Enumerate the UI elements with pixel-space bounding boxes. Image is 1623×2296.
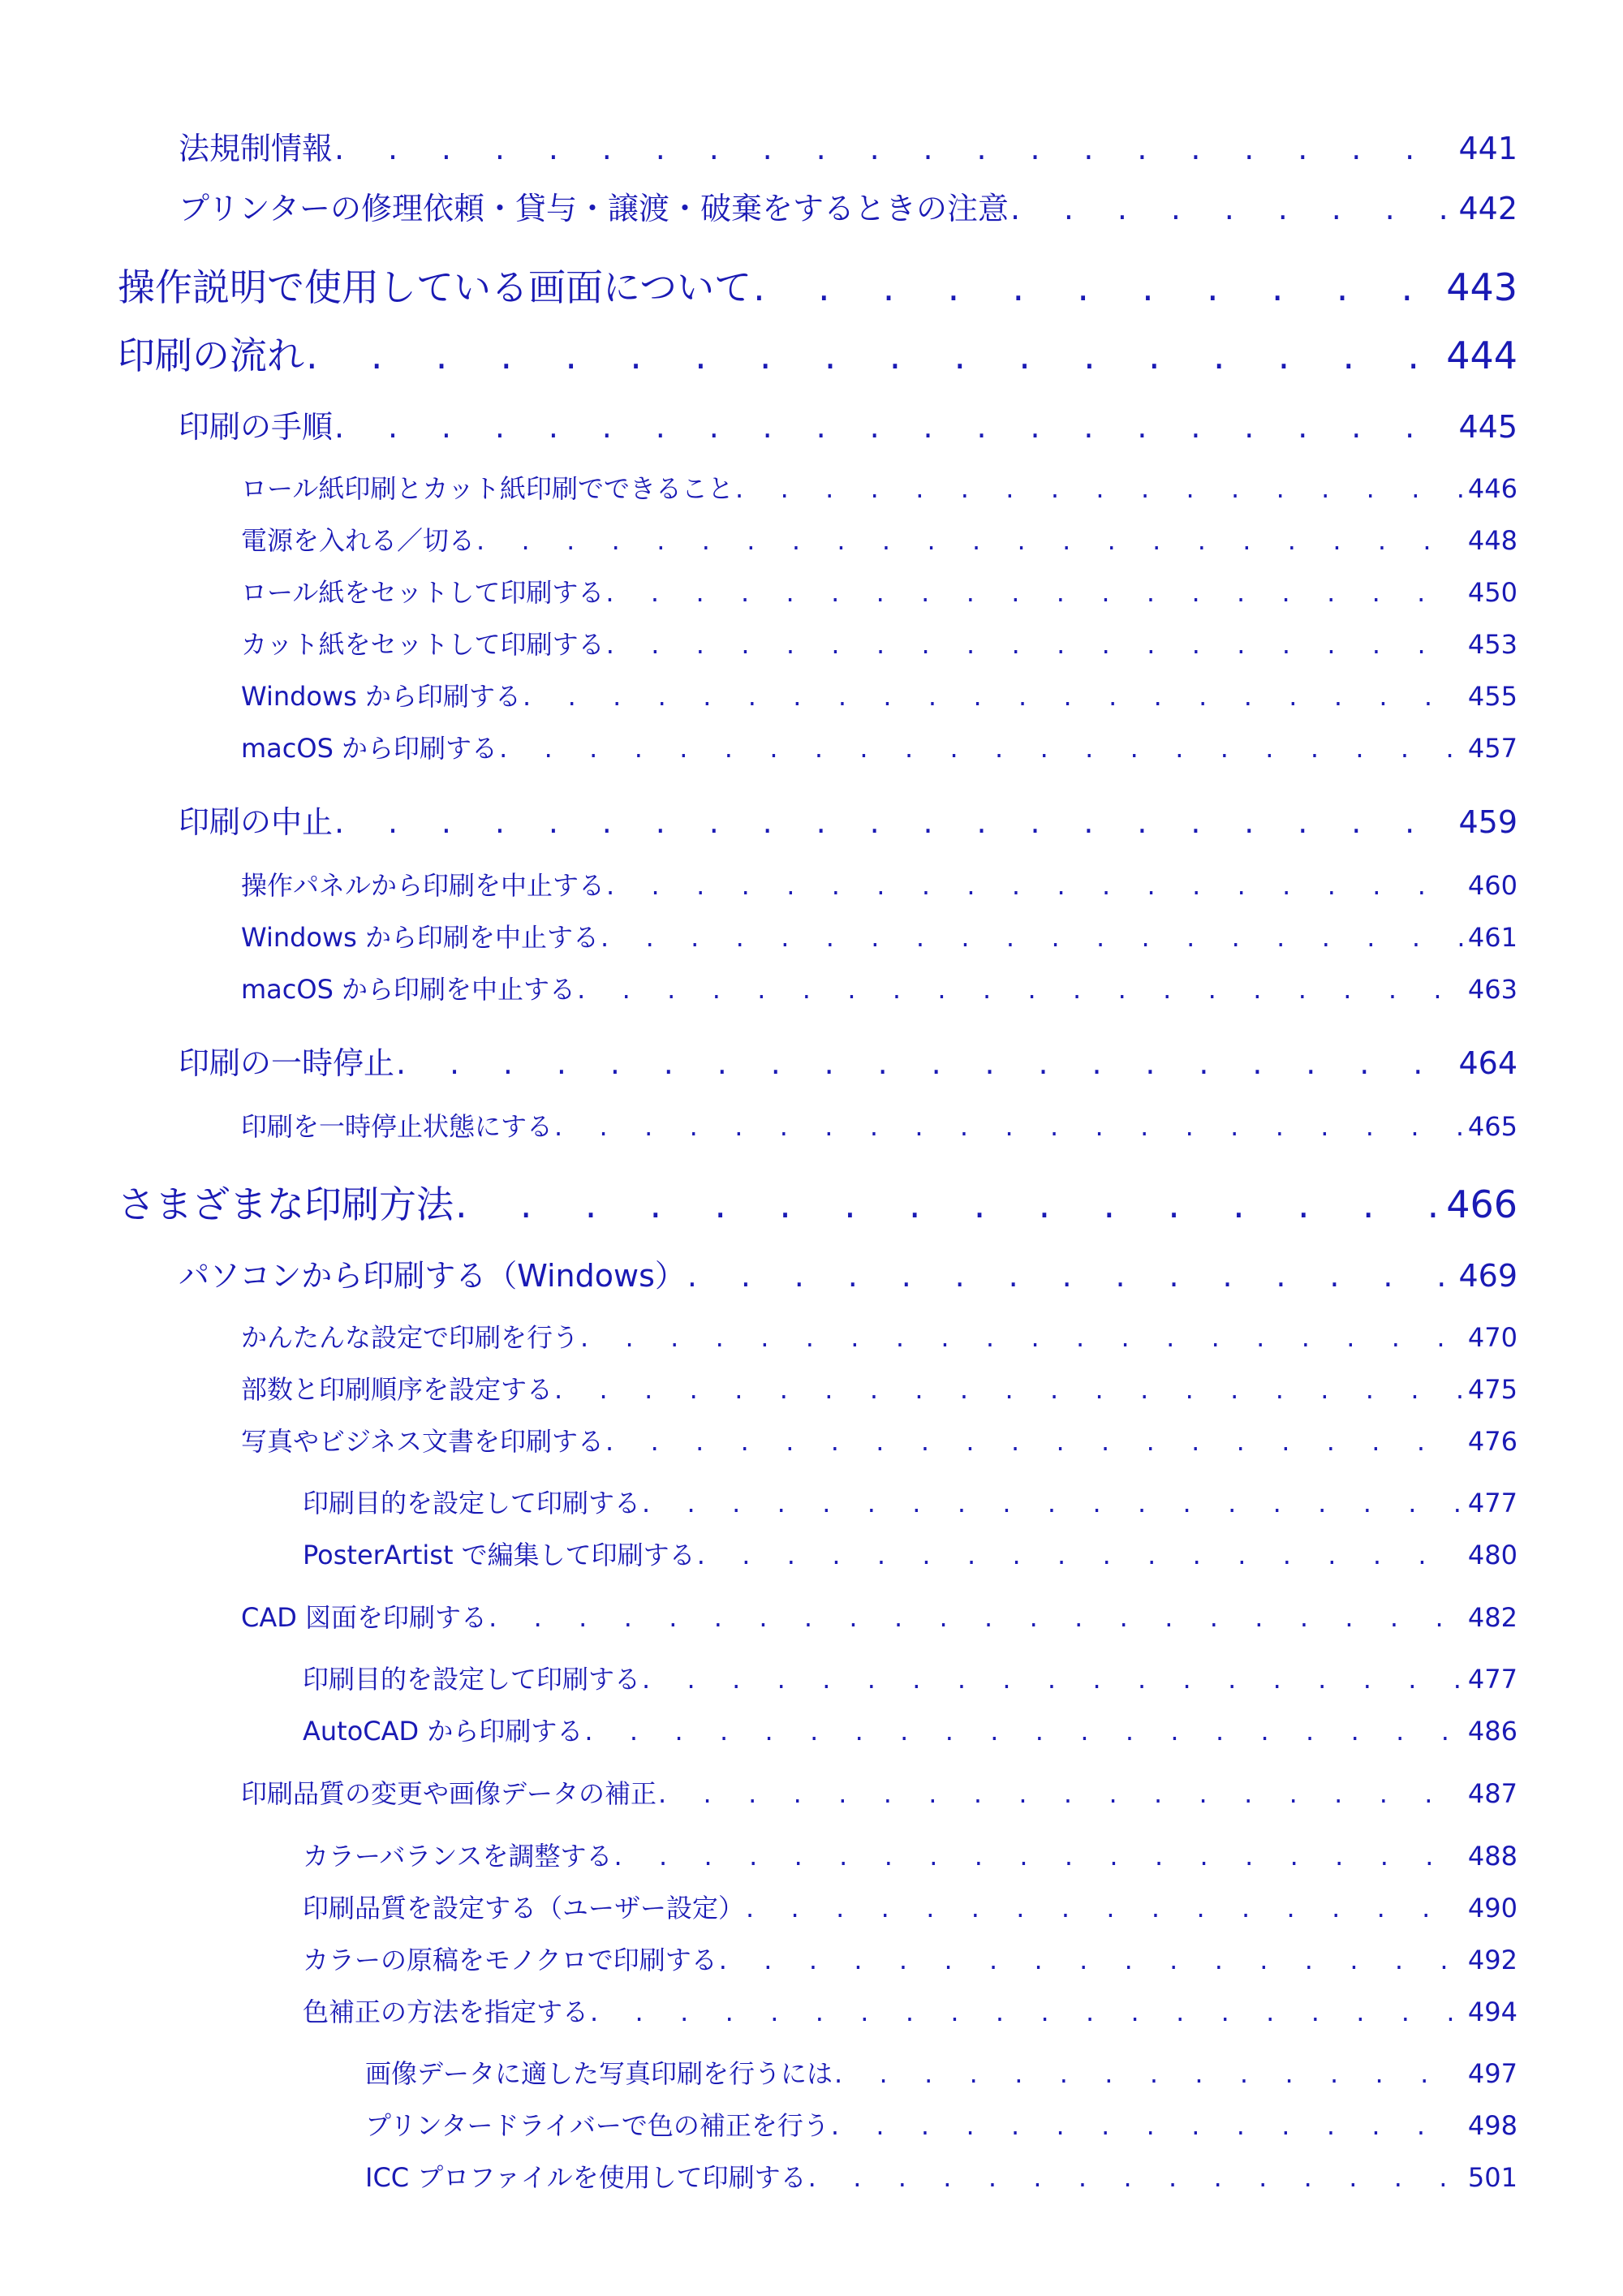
- toc-entry-page-number: 442: [1458, 191, 1518, 226]
- toc-entry-title: 印刷の手順: [179, 409, 334, 445]
- dot-leader: [753, 265, 1441, 309]
- toc-entry-title: 写真やビジネス文書を印刷する: [241, 1426, 605, 1457]
- toc-entry-page-number: 497: [1467, 2058, 1518, 2089]
- toc-entry[interactable]: [241, 468, 1518, 502]
- toc-entry-title: 印刷目的を設定して印刷する: [303, 1488, 641, 1518]
- toc-entry-title: ロール紙をセットして印刷する: [241, 577, 605, 608]
- dot-leader: [476, 525, 1463, 556]
- dot-leader: [455, 1182, 1441, 1226]
- toc-entry-title: さまざまな印刷方法: [118, 1182, 454, 1226]
- dot-leader: [334, 409, 1453, 445]
- dot-leader: [606, 870, 1463, 901]
- toc-entry[interactable]: [303, 1888, 1518, 1922]
- toc-entry[interactable]: [365, 2105, 1518, 2139]
- toc-entry-title: ロール紙印刷とカット紙印刷でできること: [241, 473, 734, 504]
- toc-entry-page-number: 463: [1467, 974, 1518, 1005]
- toc-entry[interactable]: [365, 2157, 1518, 2191]
- toc-entry[interactable]: [241, 1317, 1518, 1351]
- toc-entry[interactable]: [241, 728, 1518, 762]
- dot-leader: [719, 1945, 1463, 1975]
- dot-leader: [834, 2058, 1463, 2089]
- toc-entry-title: プリンタードライバーで色の補正を行う: [365, 2110, 829, 2141]
- dot-leader: [808, 2162, 1463, 2193]
- toc-entry[interactable]: [118, 1175, 1518, 1226]
- toc-entry[interactable]: [303, 1483, 1518, 1517]
- toc-entry[interactable]: [303, 1992, 1518, 2026]
- dot-leader: [306, 334, 1441, 377]
- toc-entry-page-number: 498: [1467, 2110, 1518, 2141]
- toc-entry[interactable]: [303, 1836, 1518, 1870]
- dot-leader: [396, 1045, 1453, 1081]
- dot-leader: [554, 1374, 1463, 1405]
- toc-entry-page-number: 444: [1446, 334, 1518, 377]
- toc-entry-page-number: 464: [1458, 1045, 1518, 1081]
- toc-entry[interactable]: [241, 572, 1518, 606]
- dot-leader: [1010, 191, 1454, 226]
- dot-leader: [590, 1997, 1463, 2027]
- toc-entry-page-number: 494: [1467, 1997, 1518, 2027]
- toc-entry[interactable]: [241, 917, 1518, 951]
- toc-entry-title: Windows から印刷する: [241, 681, 522, 712]
- toc-entry-title: 法規制情報: [179, 131, 334, 166]
- toc-entry[interactable]: [241, 1106, 1518, 1140]
- toc-entry-title: 印刷品質の変更や画像データの補正: [241, 1778, 657, 1809]
- toc-entry-title: 印刷の中止: [179, 804, 334, 840]
- dot-leader: [580, 1322, 1463, 1353]
- dot-leader: [613, 1841, 1462, 1872]
- dot-leader: [642, 1488, 1463, 1518]
- toc-entry[interactable]: [241, 624, 1518, 658]
- toc-entry[interactable]: [241, 1773, 1518, 1807]
- toc-entry-title: 色補正の方法を指定する: [303, 1997, 589, 2027]
- toc-entry[interactable]: [179, 1251, 1518, 1294]
- toc-entry[interactable]: [303, 1535, 1518, 1569]
- toc-entry-page-number: 448: [1467, 525, 1518, 556]
- toc-entry[interactable]: [179, 183, 1518, 226]
- toc-entry-page-number: 501: [1467, 2162, 1518, 2193]
- toc-entry[interactable]: [241, 865, 1518, 899]
- toc-entry-page-number: 480: [1467, 1540, 1518, 1570]
- toc-entry-title: 印刷を一時停止状態にする: [241, 1111, 553, 1142]
- dot-leader: [577, 974, 1463, 1005]
- toc-entry-title: 印刷品質を設定する（ユーザー設定）: [303, 1893, 745, 1923]
- dot-leader: [642, 1664, 1463, 1695]
- toc-entry-page-number: 477: [1467, 1664, 1518, 1695]
- toc-entry-title: 印刷目的を設定して印刷する: [303, 1664, 641, 1695]
- toc-entry-page-number: 477: [1467, 1488, 1518, 1518]
- toc-entry-page-number: 469: [1458, 1258, 1518, 1294]
- toc-entry-page-number: 466: [1446, 1182, 1518, 1226]
- toc-entry-title: パソコンから印刷する（Windows）: [179, 1258, 686, 1294]
- dot-leader: [697, 1540, 1463, 1570]
- dot-leader: [334, 131, 1453, 166]
- toc-entry-title: カラーの原稿をモノクロで印刷する: [303, 1945, 717, 1975]
- toc-entry-page-number: 490: [1467, 1893, 1518, 1923]
- toc-entry-title: かんたんな設定で印刷を行う: [241, 1322, 579, 1353]
- toc-entry[interactable]: [365, 2053, 1518, 2087]
- toc-entry-title: 操作パネルから印刷を中止する: [241, 870, 605, 901]
- toc-entry-title: カット紙をセットして印刷する: [241, 629, 605, 660]
- toc-entry[interactable]: [241, 1421, 1518, 1455]
- dot-leader: [831, 2110, 1463, 2141]
- dot-leader: [523, 681, 1463, 712]
- toc-entry-title: 操作説明で使用している画面について: [118, 265, 752, 309]
- toc-entry-title: 印刷の流れ: [118, 334, 304, 377]
- toc-entry-title: macOS から印刷する: [241, 733, 498, 764]
- toc-entry[interactable]: [179, 797, 1518, 840]
- toc-entry-page-number: 460: [1467, 870, 1518, 901]
- toc-entry[interactable]: [241, 1597, 1518, 1631]
- dot-leader: [334, 804, 1453, 840]
- toc-entry-page-number: 476: [1467, 1426, 1518, 1457]
- toc-entry-page-number: 482: [1467, 1602, 1518, 1633]
- toc-entry-page-number: 492: [1467, 1945, 1518, 1975]
- toc-entry-title: 印刷の一時停止: [179, 1045, 395, 1081]
- toc-entry-title: カラーバランスを調整する: [303, 1841, 613, 1872]
- toc-entry-page-number: 486: [1467, 1716, 1518, 1747]
- dot-leader: [605, 1426, 1463, 1457]
- toc-entry-title: 画像データに適した写真印刷を行うには: [365, 2058, 833, 2089]
- toc-entry-title: AutoCAD から印刷する: [303, 1716, 583, 1747]
- toc-entry-page-number: 453: [1467, 629, 1518, 660]
- toc-entry-title: ICC プロファイルを使用して印刷する: [365, 2162, 807, 2193]
- toc-entry-page-number: 445: [1458, 409, 1518, 445]
- toc-entry-title: Windows から印刷を中止する: [241, 922, 600, 953]
- toc-entry-page-number: 455: [1467, 681, 1518, 712]
- toc-entry-title: CAD 図面を印刷する: [241, 1602, 488, 1633]
- toc-entry[interactable]: [241, 969, 1518, 1003]
- toc-entry[interactable]: [179, 123, 1518, 166]
- toc-entry-title: macOS から印刷を中止する: [241, 974, 576, 1005]
- toc-entry-page-number: 461: [1467, 922, 1518, 953]
- dot-leader: [489, 1602, 1463, 1633]
- dot-leader: [584, 1716, 1463, 1747]
- toc-entry-page-number: 457: [1467, 733, 1518, 764]
- dot-leader: [605, 577, 1463, 608]
- dot-leader: [601, 922, 1463, 953]
- toc-entry[interactable]: [241, 520, 1518, 554]
- toc-entry-title: PosterArtist で編集して印刷する: [303, 1540, 695, 1570]
- toc-entry[interactable]: [303, 1711, 1518, 1745]
- dot-leader: [499, 733, 1463, 764]
- toc-entry[interactable]: [179, 402, 1518, 445]
- toc-entry[interactable]: [303, 1940, 1518, 1974]
- toc-entry-page-number: 443: [1446, 265, 1518, 309]
- toc-entry[interactable]: [241, 676, 1518, 710]
- dot-leader: [658, 1778, 1463, 1809]
- toc-entry[interactable]: [118, 326, 1518, 377]
- toc-entry[interactable]: [118, 258, 1518, 309]
- toc-entry-title: 部数と印刷順序を設定する: [241, 1374, 553, 1405]
- toc-entry-title: 電源を入れる／切る: [241, 525, 476, 556]
- dot-leader: [746, 1893, 1463, 1923]
- toc-entry-title: プリンターの修理依頼・貸与・譲渡・破棄をするときの注意: [179, 191, 1009, 226]
- dot-leader: [554, 1111, 1463, 1142]
- dot-leader: [735, 473, 1463, 504]
- toc-entry-page-number: 441: [1458, 131, 1518, 166]
- toc-entry[interactable]: [241, 1369, 1518, 1403]
- dot-leader: [687, 1258, 1454, 1294]
- toc-entry-page-number: 465: [1467, 1111, 1518, 1142]
- toc-entry-page-number: 459: [1458, 804, 1518, 840]
- toc-entry[interactable]: [303, 1659, 1518, 1693]
- toc-entry-page-number: 488: [1467, 1841, 1518, 1872]
- toc-entry-page-number: 475: [1467, 1374, 1518, 1405]
- toc-entry-page-number: 487: [1467, 1778, 1518, 1809]
- toc-entry[interactable]: [179, 1038, 1518, 1081]
- toc-entry-page-number: 450: [1467, 577, 1518, 608]
- toc-entry-page-number: 446: [1467, 473, 1518, 504]
- toc-entry-page-number: 470: [1467, 1322, 1518, 1353]
- dot-leader: [606, 629, 1463, 660]
